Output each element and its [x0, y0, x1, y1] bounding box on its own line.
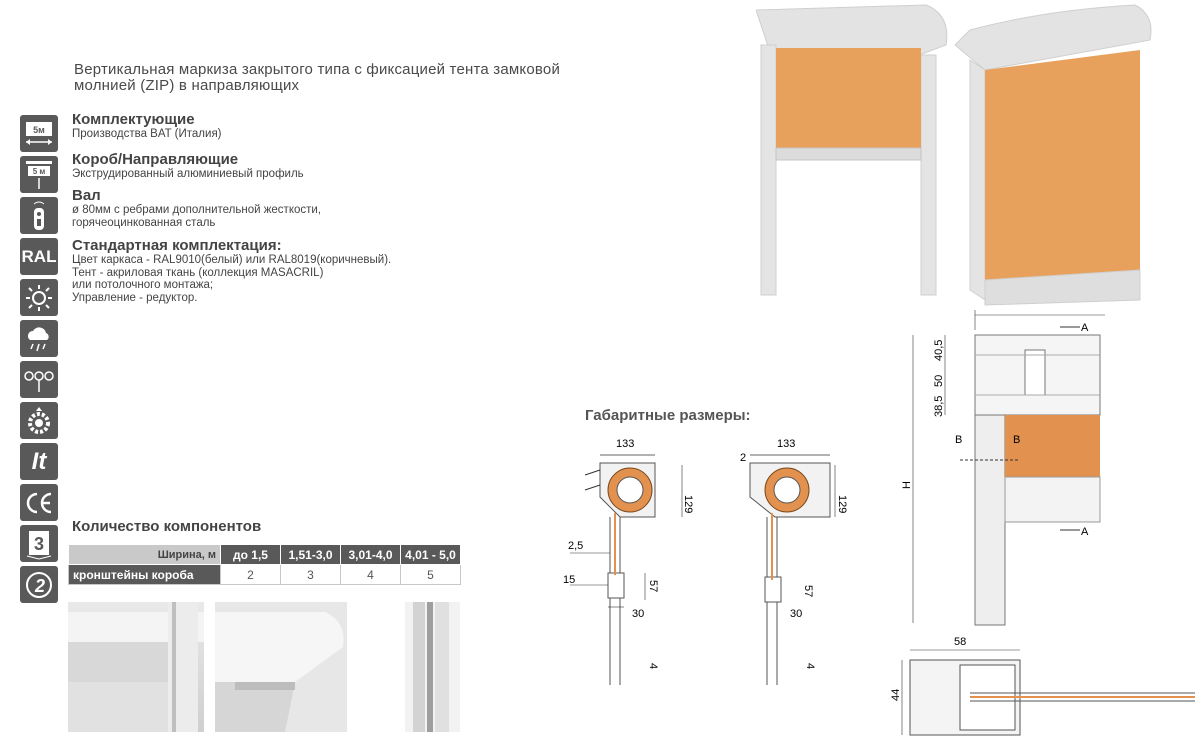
row-label: кронштейны короба: [69, 565, 221, 585]
gear-icon: [20, 402, 58, 439]
dimensions-title: Габаритные размеры:: [585, 407, 751, 424]
dim-bottom-label: 4: [647, 663, 659, 670]
table-row: [69, 565, 461, 585]
spec-line: Производства BAT (Италия): [72, 128, 222, 140]
svg-text:5м: 5м: [33, 124, 45, 135]
spec-heading: Короб/Направляющие: [72, 151, 239, 168]
section-b-label: B: [955, 434, 963, 446]
column-header: 1,51-3,0: [281, 545, 341, 565]
dim-height-label: H: [901, 481, 913, 489]
feature-icons: [20, 115, 60, 607]
dim-width-label: 133: [777, 438, 796, 450]
dim-height-label: 44: [890, 688, 902, 701]
height-5m-icon: [20, 156, 58, 193]
dim-height-label: 129: [836, 495, 848, 514]
spec-shaft: [72, 188, 321, 229]
spec-heading: Вал: [72, 187, 101, 204]
dim-d3-label: 38,5: [933, 395, 945, 417]
profile-photo-3: [405, 602, 460, 732]
section-a-label: A: [1081, 526, 1089, 538]
spec-box-guides: [72, 152, 304, 181]
column-header: 4,01 - 5,0: [401, 545, 461, 565]
spec-heading: Стандартная комплектация:: [72, 237, 282, 254]
spec-line: Управление - редуктор.: [72, 291, 198, 304]
ral-icon: RAL: [20, 238, 58, 275]
dim-d2-label: 50: [933, 374, 945, 387]
width-5m-icon: [20, 115, 58, 152]
dim-bottom-label: 4: [804, 663, 816, 670]
quantity-title: Количество компонентов: [72, 518, 262, 535]
dim-width-label: 58: [954, 636, 967, 648]
sun-icon: [20, 279, 58, 316]
front-view-drawing: [895, 305, 1125, 630]
quantity-table: [68, 544, 461, 585]
page-title: Вертикальная маркиза закрытого типа с фиксацией тента замковой молнией (ZIP) в направляющих: [74, 61, 561, 94]
spec-line: Цвет каркаса - RAL9010(белый) или RAL8019(коричневый).: [72, 254, 392, 266]
awning-render-right: [955, 0, 1165, 310]
ce-icon: [20, 484, 58, 521]
spec-line: Экструдированный алюминиевый профиль: [72, 168, 304, 180]
wind-sensor-icon: [20, 361, 58, 398]
cross-section-drawing-2: [735, 435, 865, 695]
header-label: Ширина, м: [69, 545, 221, 565]
dim-d1-label: 40,5: [933, 339, 945, 361]
table-cell: 5: [401, 565, 461, 585]
dim-side-label: 15: [563, 574, 576, 586]
column-header: 3,01-4,0: [341, 545, 401, 565]
dim-guide-w-label: 30: [790, 608, 803, 620]
spec-standard-kit: [72, 238, 391, 304]
table-cell: 4: [341, 565, 401, 585]
guide-section-drawing: [890, 635, 1195, 739]
spec-components: [72, 112, 222, 141]
spec-line: ø 80мм с ребрами дополнительной жесткости,: [72, 204, 322, 216]
remote-control-icon: [20, 197, 58, 234]
dim-gap-label: 2,5: [568, 540, 584, 552]
spec-line: горячеоцинкованная сталь: [72, 216, 216, 229]
svg-text:5 м: 5 м: [32, 166, 46, 176]
dim-top-label: 2: [740, 452, 747, 464]
table-cell: 3: [281, 565, 341, 585]
dim-guide-w-label: 30: [632, 608, 645, 620]
spec-line: Тент - акриловая ткань (коллекция MASACRIL): [72, 266, 324, 279]
svg-text:2: 2: [34, 575, 46, 596]
profile-photo-1: [68, 602, 204, 732]
table-cell: 2: [221, 565, 281, 585]
cross-section-drawing-1: [560, 435, 710, 695]
spec-line: или потолочного монтажа;: [72, 279, 214, 291]
rain-cloud-icon: [20, 320, 58, 357]
svg-text:3: 3: [33, 533, 45, 554]
dim-guide-h-label: 57: [647, 580, 659, 593]
dim-guide-h-label: 57: [802, 585, 814, 598]
warranty-2-icon: [20, 566, 58, 603]
dim-width-label: 133: [616, 438, 635, 450]
awning-render-left: [756, 0, 956, 300]
table-header-row: [69, 545, 461, 565]
spec-heading: Комплектующие: [72, 111, 195, 128]
profile-photo-2: [215, 602, 347, 732]
section-a-label: A: [1081, 322, 1089, 334]
dim-height-label: 129: [682, 495, 694, 514]
italy-icon: It: [20, 443, 58, 480]
column-header: до 1,5: [221, 545, 281, 565]
section-b-label: B: [1013, 434, 1021, 446]
warranty-3-years-icon: [20, 525, 58, 562]
